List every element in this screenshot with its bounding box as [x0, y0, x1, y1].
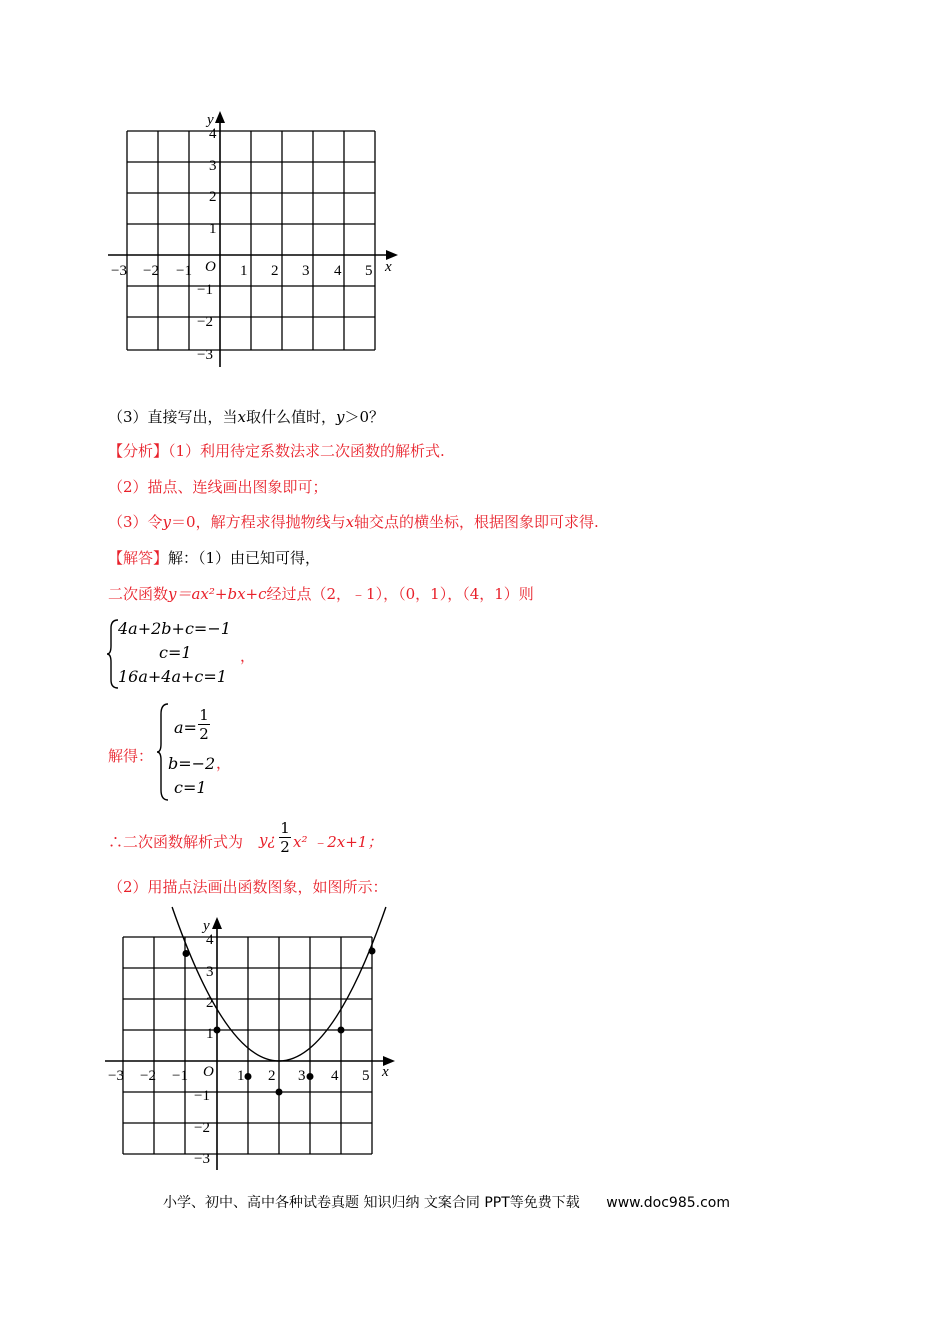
y-tick: 2 — [209, 189, 217, 205]
x-tick: 2 — [271, 263, 279, 279]
analysis-line-2: （2）描点、连线画出图象即可； — [108, 478, 328, 496]
x-axis-label: x — [382, 1064, 389, 1080]
page-footer — [163, 1192, 730, 1212]
y-tick: 3 — [209, 158, 217, 174]
x-tick: −2 — [143, 263, 159, 279]
y-axis-label: y — [207, 112, 214, 128]
function-passes-points: 二次函数y＝ax²+bx+c经过点（2，﹣1），（0，1），（4，1）则 — [108, 585, 534, 603]
point-neg1 — [183, 950, 190, 957]
y-tick: −1 — [194, 1088, 210, 1104]
x-tick: −1 — [172, 1068, 188, 1084]
x-tick-labels — [111, 263, 373, 279]
y-tick: 4 — [209, 126, 217, 142]
y-tick: −2 — [197, 314, 213, 330]
x-tick: −1 — [176, 263, 192, 279]
empty-coordinate-grid — [100, 105, 410, 370]
solution-a: a= — [174, 718, 197, 737]
x-tick: 1 — [237, 1068, 245, 1084]
x-tick: −2 — [140, 1068, 156, 1084]
x-tick: −3 — [108, 1068, 124, 1084]
point-4 — [338, 1027, 345, 1034]
solution-comma: ， — [216, 754, 232, 772]
solution-system — [168, 704, 248, 804]
y-tick: −2 — [194, 1120, 210, 1136]
y-tick: 1 — [209, 221, 217, 237]
x-tick: 1 — [240, 263, 248, 279]
solution-b: b=−2 — [168, 754, 216, 773]
conclusion-fraction: $\frac{1}{2}$ — [280, 819, 290, 856]
y-tick: 1 — [206, 1026, 214, 1042]
y-tick-labels — [194, 932, 214, 1167]
point-1 — [245, 1073, 252, 1080]
answer-intro: 【解答】解：（1）由已知可得， — [108, 549, 321, 567]
x-tick: 5 — [365, 263, 373, 279]
part-2-drawing: （2）用描点法画出函数图象，如图所示： — [108, 878, 388, 896]
equation-2: c=1 — [159, 643, 192, 662]
y-tick: −3 — [194, 1151, 210, 1167]
x-tick-labels — [108, 1068, 370, 1084]
footer-url[interactable]: www.doc985.com — [606, 1195, 730, 1211]
x-tick: 5 — [362, 1068, 370, 1084]
x-tick: 3 — [298, 1068, 306, 1084]
answer-label: 【解答】 — [108, 549, 169, 567]
x-tick: 4 — [331, 1068, 339, 1084]
y-tick: −3 — [197, 347, 213, 363]
point-3 — [307, 1073, 314, 1080]
equation-1: 4a+2b+c=−1 — [118, 619, 231, 638]
y-tick: 3 — [206, 964, 214, 980]
x-axis-label: x — [385, 259, 392, 275]
x-tick: 3 — [302, 263, 310, 279]
point-5 — [369, 948, 376, 955]
analysis-line-3: （3）令y＝0，解方程求得抛物线与x轴交点的横坐标，根据图象即可求得. — [108, 513, 599, 531]
equation-comma: ， — [240, 647, 256, 665]
analysis-label: 【分析】 — [108, 442, 169, 460]
parabola-graph — [100, 905, 410, 1175]
solve-label: 解得： — [108, 747, 154, 765]
y-axis-label: y — [203, 918, 210, 934]
y-tick: −1 — [197, 282, 213, 298]
origin-label: O — [205, 259, 216, 275]
x-tick: 4 — [334, 263, 342, 279]
origin-label: O — [203, 1064, 214, 1080]
y-tick: 4 — [206, 932, 214, 948]
equation-system — [118, 619, 258, 691]
y-tick: 2 — [206, 995, 214, 1011]
point-2 — [276, 1089, 283, 1096]
x-tick: −3 — [111, 263, 127, 279]
solution-c: c=1 — [174, 778, 207, 797]
question-3: （3）直接写出，当x取什么值时，y＞0？ — [108, 408, 385, 426]
analysis-line-1: 【分析】（1）利用待定系数法求二次函数的解析式. — [108, 442, 445, 460]
x-tick: 2 — [268, 1068, 276, 1084]
equation-3: 16a+4a+c=1 — [118, 667, 227, 686]
footer-text: 小学、初中、高中各种试卷真题 知识归纳 文案合同 PPT等免费下载 — [163, 1195, 580, 1211]
point-0 — [214, 1027, 221, 1034]
fraction-one-half: $\frac{1}{2}$ — [199, 706, 209, 743]
